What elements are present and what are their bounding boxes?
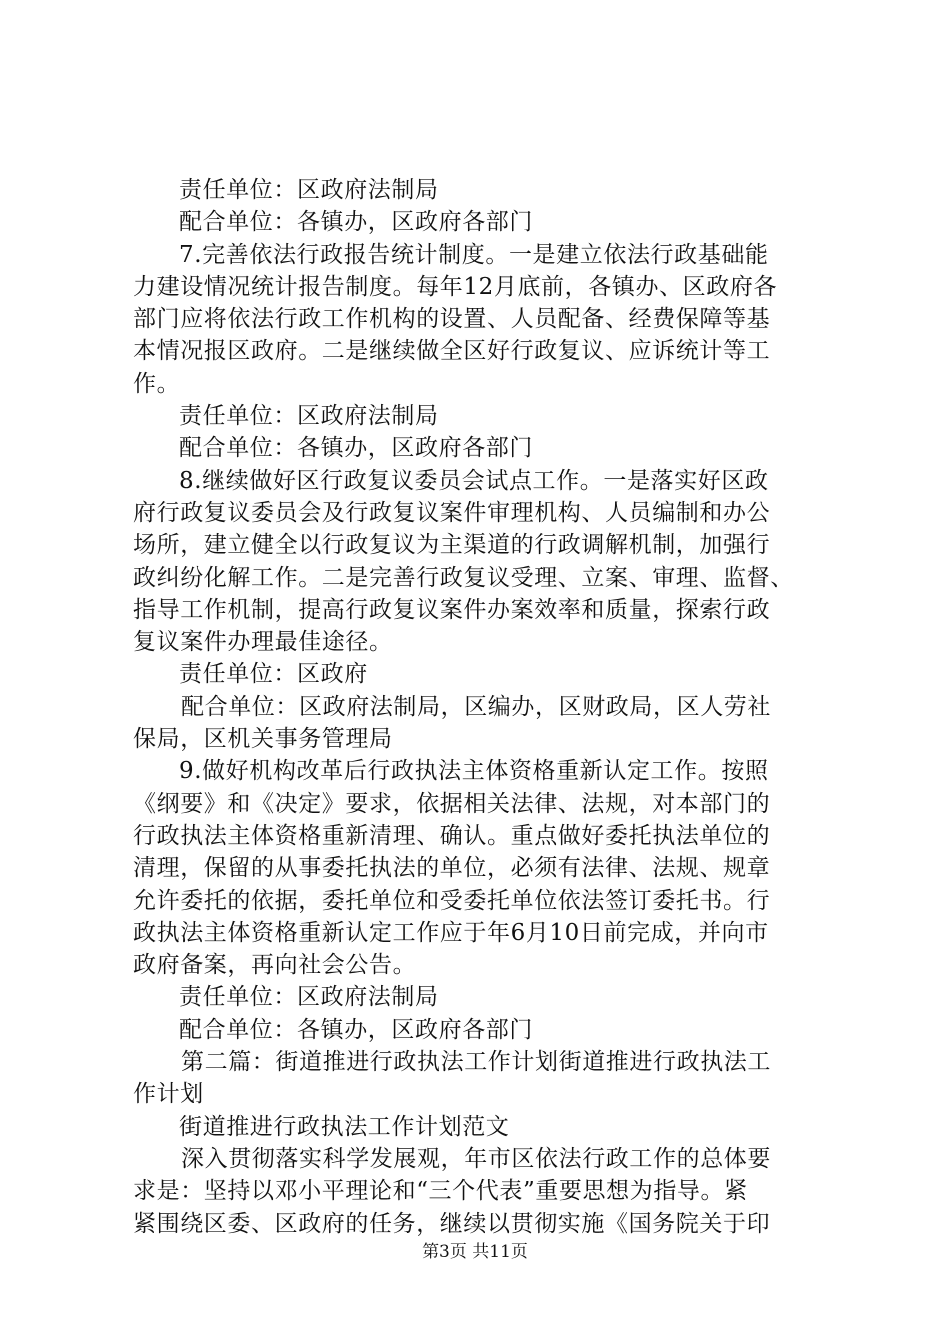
text-line: 允许委托的依据，委托单位和受委托单位依法签订委托书。行 — [133, 887, 771, 914]
document-body — [133, 174, 833, 1240]
text-line: 府行政复议委员会及行政复议案件审理机构、人员编制和办公 — [133, 499, 771, 526]
text-line: 责任单位：区政府法制局 — [179, 177, 439, 203]
text-line: 9.做好机构改革后行政执法主体资格重新认定工作。按照 — [179, 758, 769, 785]
text-line: 力建设情况统计报告制度。每年12月底前，各镇办、区政府各 — [133, 273, 778, 300]
page-number-footer: 第3页 共11页 — [422, 1242, 528, 1262]
text-line: 求是：坚持以邓小平理论和“三个代表”重要思想为指导。紧 — [133, 1178, 748, 1205]
text-line: 政执法主体资格重新认定工作应于年6月10日前完成，并向市 — [133, 919, 769, 946]
text-line: 配合单位：各镇办，区政府各部门 — [179, 1016, 533, 1043]
text-line: 复议案件办理最佳途径。 — [133, 629, 393, 656]
text-line: 政纠纷化解工作。二是完善行政复议受理、立案、审理、监督、 — [133, 564, 794, 591]
text-line: 指导工作机制，提高行政复议案件办案效率和质量，探索行政 — [133, 596, 771, 623]
text-line: 配合单位：各镇办，区政府各部门 — [179, 435, 533, 462]
text-line: 8.继续做好区行政复议委员会试点工作。一是落实好区政 — [179, 467, 769, 494]
text-line: 深入贯彻落实科学发展观，年市区依法行政工作的总体要 — [181, 1145, 771, 1172]
section-heading: 第二篇：街道推进行政执法工作计划街道推进行政执法工 — [181, 1049, 771, 1076]
text-line: 作。 — [133, 370, 181, 397]
subtitle: 街道推进行政执法工作计划范文 — [179, 1113, 510, 1140]
text-line: 《纲要》和《决定》要求，依据相关法律、法规，对本部门的 — [133, 790, 771, 817]
text-line: 部门应将依法行政工作机构的设置、人员配备、经费保障等基 — [133, 306, 771, 333]
text-line: 配合单位：区政府法制局，区编办，区财政局，区人劳社 — [181, 693, 771, 720]
text-line: 场所，建立健全以行政复议为主渠道的行政调解机制，加强行 — [133, 532, 771, 559]
text-line: 本情况报区政府。二是继续做全区好行政复议、应诉统计等工 — [133, 338, 771, 365]
text-line: 配合单位：各镇办，区政府各部门 — [179, 209, 533, 236]
text-line: 7.完善依法行政报告统计制度。一是建立依法行政基础能 — [179, 241, 769, 268]
text-line: 保局，区机关事务管理局 — [133, 726, 393, 753]
text-line: 清理，保留的从事委托执法的单位，必须有法律、法规、规章 — [133, 855, 771, 882]
text-line: 责任单位：区政府法制局 — [179, 984, 439, 1011]
text-line: 责任单位：区政府 — [179, 661, 368, 688]
text-line: 紧围绕区委、区政府的任务，继续以贯彻实施《国务院关于印 — [133, 1210, 771, 1237]
section-heading: 作计划 — [133, 1081, 204, 1108]
text-line: 责任单位：区政府法制局 — [179, 403, 439, 430]
text-line: 政府备案，再向社会公告。 — [133, 952, 417, 979]
text-line: 行政执法主体资格重新清理、确认。重点做好委托执法单位的 — [133, 822, 771, 849]
